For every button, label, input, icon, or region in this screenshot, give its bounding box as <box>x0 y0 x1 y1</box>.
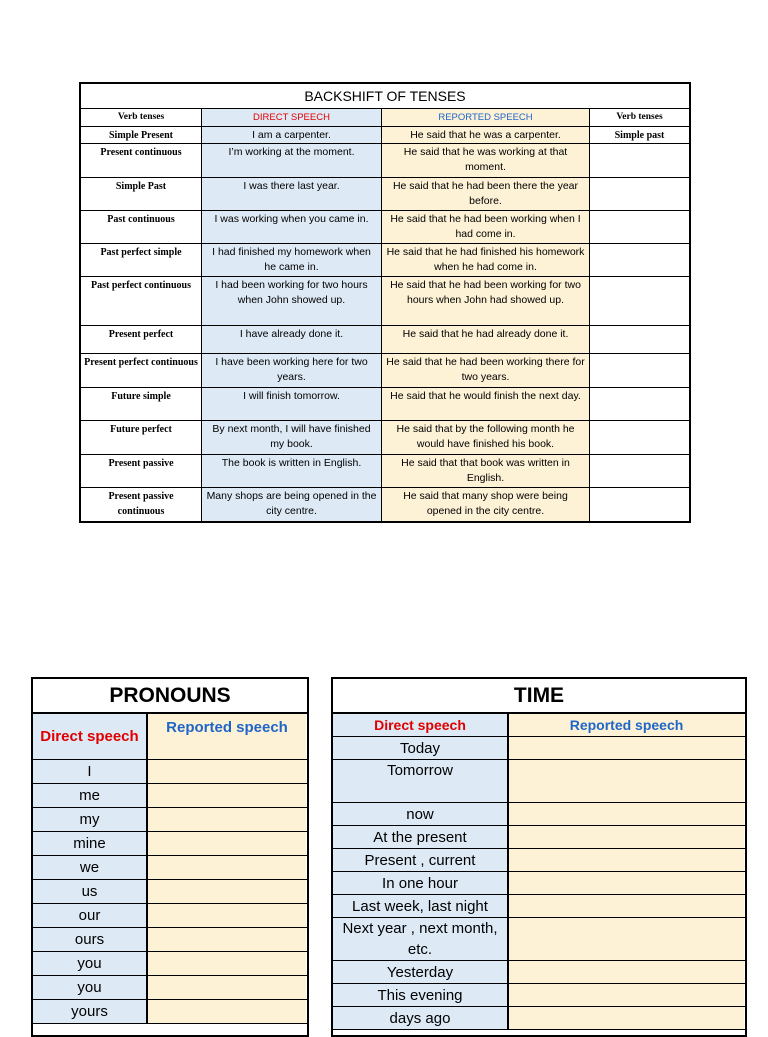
reported-speech-cell: He said that by the following month he would have finished his book. <box>382 421 590 454</box>
time-reported-cell <box>509 849 744 871</box>
backshift-row <box>81 211 689 244</box>
backshift-row <box>81 388 689 421</box>
time-direct-cell: days ago <box>333 1007 509 1029</box>
time-row <box>333 760 745 803</box>
direct-speech-cell: I had finished my homework when he came in. <box>202 244 382 276</box>
pronoun-direct-cell: us <box>33 880 148 903</box>
reported-speech-cell: He said that he would finish the next day. <box>382 388 590 420</box>
pronoun-direct-cell: my <box>33 808 148 831</box>
reported-speech-cell: He said that he had been there the year before. <box>382 178 590 210</box>
backshift-row <box>81 421 689 455</box>
time-row <box>333 737 745 760</box>
header-verb-tenses-new: Verb tenses <box>616 112 663 122</box>
pronoun-row <box>33 976 307 1000</box>
time-direct-cell: In one hour <box>333 872 509 894</box>
pronoun-direct-cell: we <box>33 856 148 879</box>
backshift-row <box>81 326 689 354</box>
pronouns-header-direct: Direct speech <box>33 714 148 759</box>
pronoun-reported-cell <box>148 904 306 927</box>
new-tense-cell <box>590 178 689 210</box>
pronoun-row <box>33 832 307 856</box>
new-tense-cell <box>590 354 689 387</box>
reported-speech-cell: He said that he had finished his homework when he had come in. <box>382 244 590 276</box>
direct-speech-cell: I was there last year. <box>202 178 382 210</box>
pronoun-reported-cell <box>148 856 306 879</box>
time-direct-cell: Today <box>333 737 509 759</box>
backshift-row <box>81 277 689 326</box>
pronouns-title: PRONOUNS <box>33 679 307 714</box>
pronoun-direct-cell: you <box>33 976 148 999</box>
pronoun-reported-cell <box>148 1000 306 1023</box>
backshift-row <box>81 178 689 211</box>
pronoun-direct-cell: yours <box>33 1000 148 1023</box>
pronoun-reported-cell <box>148 784 306 807</box>
new-tense-cell <box>590 326 689 353</box>
direct-speech-cell: I have already done it. <box>202 326 382 353</box>
pronoun-reported-cell <box>148 832 306 855</box>
new-tense-cell <box>590 388 689 420</box>
pronoun-reported-cell <box>148 952 306 975</box>
pronouns-header-reported: Reported speech <box>148 714 306 759</box>
pronoun-reported-cell <box>148 976 306 999</box>
pronouns-body <box>33 760 307 1024</box>
time-reported-cell <box>509 872 744 894</box>
direct-speech-cell: By next month, I will have finished my book. <box>202 421 382 454</box>
tense-cell: Future perfect <box>81 421 202 454</box>
pronoun-row <box>33 1000 307 1024</box>
new-tense-cell: Simple past <box>614 130 665 141</box>
tense-cell: Future simple <box>81 388 202 420</box>
backshift-header-row <box>81 109 689 127</box>
tense-cell: Simple Present <box>81 127 202 143</box>
time-direct-cell: Tomorrow <box>333 760 509 802</box>
pronoun-direct-cell: our <box>33 904 148 927</box>
header-direct-speech: DIRECT SPEECH <box>202 109 382 126</box>
pronouns-table <box>31 677 309 1037</box>
pronoun-reported-cell <box>148 880 306 903</box>
pronoun-row <box>33 904 307 928</box>
time-table <box>331 677 747 1037</box>
time-row <box>333 961 745 984</box>
tense-cell: Present continuous <box>81 144 202 177</box>
time-reported-cell <box>509 961 744 983</box>
pronoun-row <box>33 880 307 904</box>
tense-cell: Past perfect continuous <box>81 277 202 325</box>
backshift-row <box>81 127 689 144</box>
direct-speech-cell: I have been working here for two years. <box>202 354 382 387</box>
time-header-reported: Reported speech <box>509 714 744 736</box>
reported-speech-cell: He said that he was working at that moment. <box>382 144 590 177</box>
time-row <box>333 803 745 826</box>
time-row <box>333 849 745 872</box>
direct-speech-cell: I had been working for two hours when John showed up. <box>202 277 382 325</box>
time-row <box>333 872 745 895</box>
time-header-direct: Direct speech <box>333 714 509 736</box>
new-tense-cell <box>590 421 689 454</box>
time-reported-cell <box>509 737 744 759</box>
time-reported-cell <box>509 895 744 917</box>
pronoun-direct-cell: you <box>33 952 148 975</box>
new-tense-cell <box>590 488 689 521</box>
pronouns-header-row <box>33 714 307 760</box>
pronoun-row <box>33 928 307 952</box>
backshift-row <box>81 244 689 277</box>
direct-speech-cell: The book is written in English. <box>202 455 382 487</box>
reported-speech-cell: He said that he had already done it. <box>382 326 590 353</box>
tense-cell: Past continuous <box>81 211 202 243</box>
time-reported-cell <box>509 1007 744 1029</box>
time-reported-cell <box>509 760 744 802</box>
time-row <box>333 1007 745 1030</box>
header-verb-tenses: Verb tenses <box>81 109 202 126</box>
time-title: TIME <box>333 679 745 714</box>
pronoun-direct-cell: me <box>33 784 148 807</box>
time-direct-cell: Last week, last night <box>333 895 509 917</box>
pronoun-direct-cell: mine <box>33 832 148 855</box>
direct-speech-cell: I am a carpenter. <box>202 127 382 143</box>
reported-speech-cell: He said that he had been working when I had come in. <box>382 211 590 243</box>
new-tense-cell <box>590 144 689 177</box>
tense-cell: Present passive continuous <box>81 488 202 521</box>
time-direct-cell: Present , current <box>333 849 509 871</box>
backshift-row <box>81 354 689 388</box>
pronoun-row <box>33 784 307 808</box>
tense-cell: Simple Past <box>81 178 202 210</box>
direct-speech-cell: Many shops are being opened in the city centre. <box>202 488 382 521</box>
time-reported-cell <box>509 984 744 1006</box>
new-tense-cell <box>590 277 689 325</box>
direct-speech-cell: I was working when you came in. <box>202 211 382 243</box>
tense-cell: Present perfect continuous <box>81 354 202 387</box>
reported-speech-cell: He said that he was a carpenter. <box>382 127 590 143</box>
time-row <box>333 895 745 918</box>
time-direct-cell: Yesterday <box>333 961 509 983</box>
new-tense-cell <box>590 455 689 487</box>
time-reported-cell <box>509 918 744 960</box>
reported-speech-cell: He said that many shop were being opened in the city centre. <box>382 488 590 521</box>
time-body <box>333 737 745 1030</box>
time-reported-cell <box>509 803 744 825</box>
time-row <box>333 826 745 849</box>
time-row <box>333 984 745 1007</box>
reported-speech-cell: He said that that book was written in English. <box>382 455 590 487</box>
time-direct-cell: now <box>333 803 509 825</box>
header-reported-speech: REPORTED SPEECH <box>382 109 590 126</box>
time-direct-cell: This evening <box>333 984 509 1006</box>
pronoun-direct-cell: ours <box>33 928 148 951</box>
reported-speech-cell: He said that he had been working for two hours when John had showed up. <box>382 277 590 325</box>
time-direct-cell: Next year , next month, etc. <box>333 918 509 960</box>
time-header-row <box>333 714 745 737</box>
pronoun-row <box>33 808 307 832</box>
time-reported-cell <box>509 826 744 848</box>
backshift-row <box>81 144 689 178</box>
time-direct-cell: At the present <box>333 826 509 848</box>
backshift-title: BACKSHIFT OF TENSES <box>81 84 689 109</box>
direct-speech-cell: I will finish tomorrow. <box>202 388 382 420</box>
pronoun-reported-cell <box>148 808 306 831</box>
reported-speech-cell: He said that he had been working there for two years. <box>382 354 590 387</box>
pronoun-row <box>33 760 307 784</box>
pronoun-row <box>33 856 307 880</box>
time-row <box>333 918 745 961</box>
backshift-table <box>79 82 691 523</box>
pronoun-direct-cell: I <box>33 760 148 783</box>
tense-cell: Present perfect <box>81 326 202 353</box>
pronoun-row <box>33 952 307 976</box>
tense-cell: Present passive <box>81 455 202 487</box>
pronoun-reported-cell <box>148 928 306 951</box>
backshift-row <box>81 455 689 488</box>
backshift-body <box>81 127 689 521</box>
new-tense-cell <box>590 211 689 243</box>
tense-cell: Past perfect simple <box>81 244 202 276</box>
backshift-row <box>81 488 689 521</box>
new-tense-cell <box>590 244 689 276</box>
direct-speech-cell: I’m working at the moment. <box>202 144 382 177</box>
pronoun-reported-cell <box>148 760 306 783</box>
